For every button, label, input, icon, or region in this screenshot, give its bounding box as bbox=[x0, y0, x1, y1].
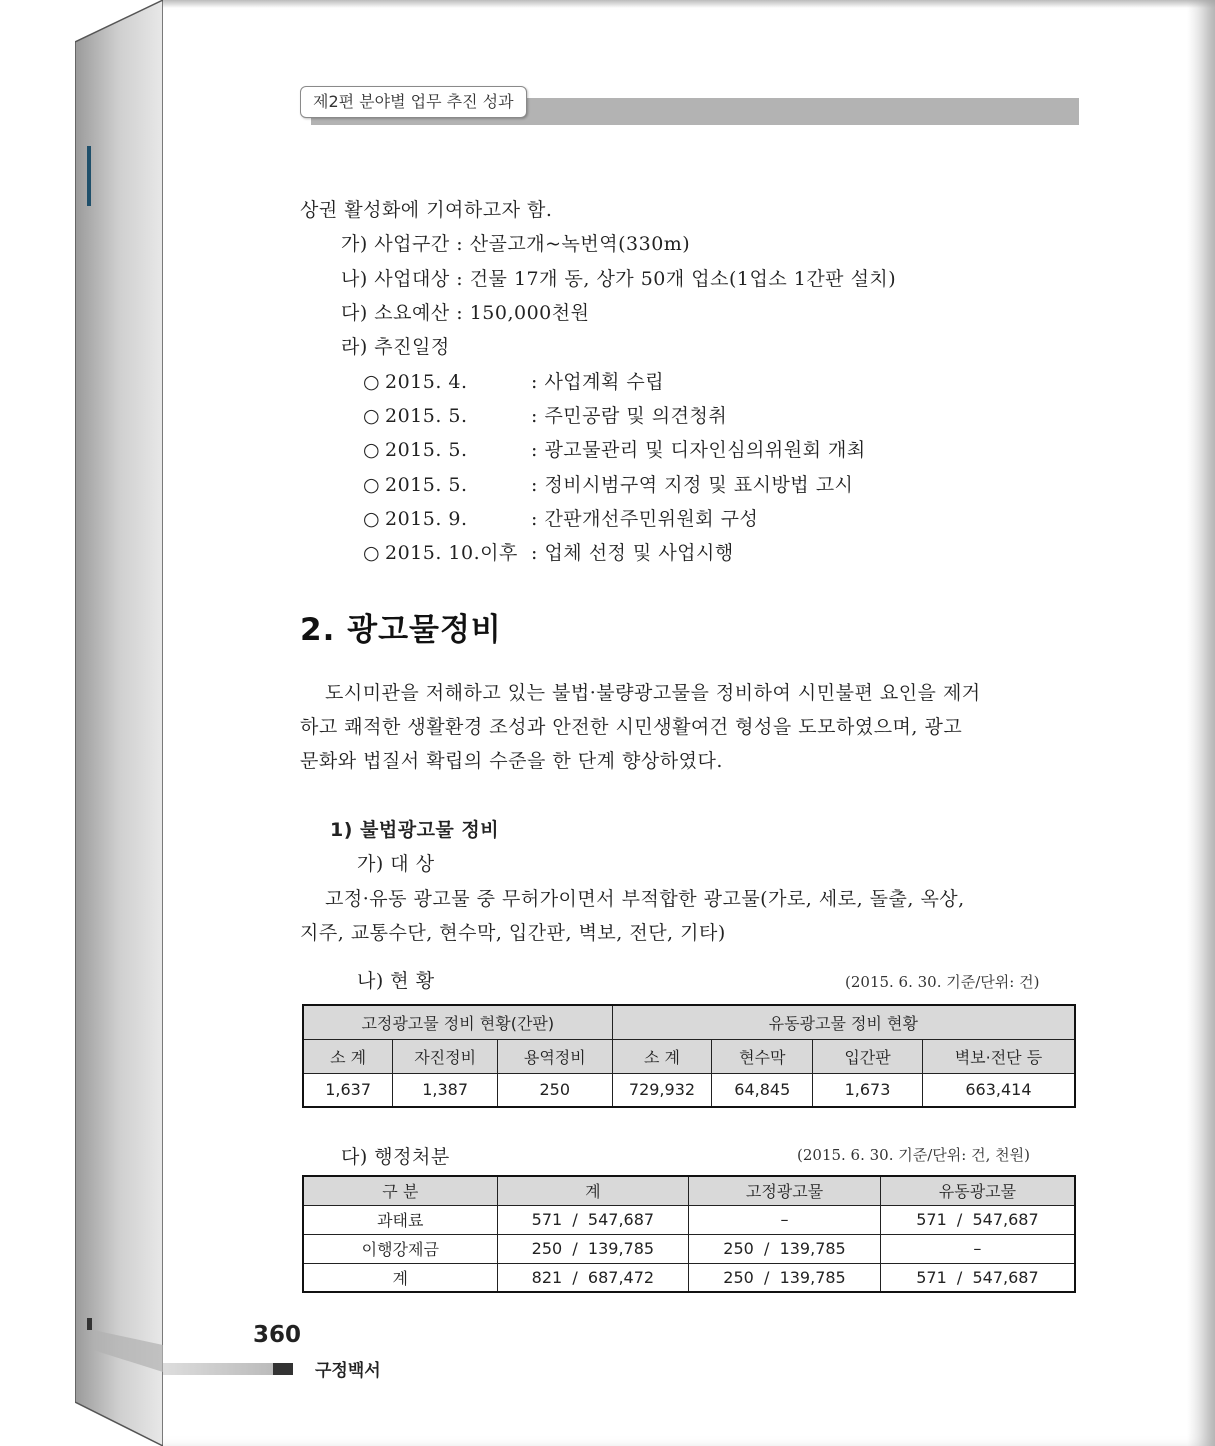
table-row bbox=[303, 1205, 1075, 1234]
admin-table bbox=[302, 1175, 1076, 1293]
table-cell: 250 / 139,785 bbox=[497, 1234, 689, 1263]
table-cell: 1,673 bbox=[813, 1073, 923, 1107]
section-paragraph-line: 문화와 법질서 확립의 수준을 한 단계 향상하였다. bbox=[300, 750, 723, 772]
book-spine bbox=[75, 0, 165, 1446]
table-cell: 821 / 687,472 bbox=[497, 1263, 689, 1292]
item-budget: 다) 소요예산 : 150,000천원 bbox=[341, 302, 590, 324]
table-header-cell: 소 계 bbox=[612, 1039, 712, 1073]
table-cell: 64,845 bbox=[712, 1073, 813, 1107]
section-paragraph-line: 도시미관을 저해하고 있는 불법·불량광고물을 정비하여 시민불편 요인을 제거 bbox=[325, 682, 981, 704]
book-title: 구정백서 bbox=[315, 1361, 381, 1381]
table-cell: 1,637 bbox=[303, 1073, 393, 1107]
table-cell: 250 / 139,785 bbox=[689, 1234, 881, 1263]
table-header-cell: 고정광고물 bbox=[689, 1176, 881, 1205]
item-range: 가) 사업구간 : 산골고개~녹번역(330m) bbox=[341, 233, 691, 255]
table-cell: 계 bbox=[303, 1263, 497, 1292]
item-target: 나) 사업대상 : 건물 17개 동, 상가 50개 업소(1업소 1간판 설치) bbox=[341, 268, 897, 290]
table-header-cell: 용역정비 bbox=[497, 1039, 612, 1073]
table-cell: 250 bbox=[497, 1073, 612, 1107]
intro-tail-text: 상권 활성화에 기여하고자 함. bbox=[300, 199, 553, 221]
footer-bar bbox=[163, 1363, 273, 1375]
chapter-label: 제2편 분야별 업무 추진 성과 bbox=[300, 86, 527, 118]
schedule-row: ○ 2015. 5. : 정비시범구역 지정 및 표시방법 고시 bbox=[363, 474, 854, 496]
subsection-title: 1) 불법광고물 정비 bbox=[330, 819, 500, 841]
document-page bbox=[163, 0, 1215, 1446]
schedule-row: ○ 2015. 9. : 간판개선주민위원회 구성 bbox=[363, 508, 759, 530]
table-cell: 571 / 547,687 bbox=[497, 1205, 689, 1234]
page-right-shadow bbox=[1187, 0, 1215, 1446]
schedule-row: ○ 2015. 5. : 주민공람 및 의견청취 bbox=[363, 405, 728, 427]
table-cell: 663,414 bbox=[922, 1073, 1075, 1107]
page-number: 360 bbox=[253, 1322, 302, 1348]
table-row bbox=[303, 1234, 1075, 1263]
table-cell: 이행강제금 bbox=[303, 1234, 497, 1263]
schedule-row: ○ 2015. 10.이후 : 업체 선정 및 사업시행 bbox=[363, 542, 734, 564]
table-header-cell: 유동광고물 bbox=[880, 1176, 1075, 1205]
table-row bbox=[303, 1263, 1075, 1292]
table-header-cell: 구 분 bbox=[303, 1176, 497, 1205]
table-group-header: 유동광고물 정비 현황 bbox=[612, 1005, 1075, 1039]
status-label: 나) 현 황 bbox=[357, 970, 435, 992]
target-label: 가) 대 상 bbox=[357, 853, 435, 875]
section-title: 2. 광고물정비 bbox=[300, 612, 502, 648]
target-text-line: 지주, 교통수단, 현수막, 입간판, 벽보, 전단, 기타) bbox=[300, 922, 726, 944]
table-header-cell: 현수막 bbox=[712, 1039, 813, 1073]
status-note: (2015. 6. 30. 기준/단위: 건) bbox=[845, 973, 1040, 991]
table-header-cell: 자진정비 bbox=[393, 1039, 498, 1073]
item-schedule: 라) 추진일정 bbox=[341, 336, 450, 358]
table-cell: 571 / 547,687 bbox=[880, 1263, 1075, 1292]
table-cell: 571 / 547,687 bbox=[880, 1205, 1075, 1234]
table-header-cell: 입간판 bbox=[813, 1039, 923, 1073]
table-cell: 729,932 bbox=[612, 1073, 712, 1107]
admin-label: 다) 행정처분 bbox=[341, 1146, 450, 1168]
schedule-row: ○ 2015. 4. : 사업계획 수립 bbox=[363, 371, 665, 393]
target-text-line: 고정·유동 광고물 중 무허가이면서 부적합한 광고물(가로, 세로, 돌출, 옥상, bbox=[325, 888, 965, 910]
table-cell: – bbox=[880, 1234, 1075, 1263]
table-cell: 1,387 bbox=[393, 1073, 498, 1107]
schedule-row: ○ 2015. 5. : 광고물관리 및 디자인심의위원회 개최 bbox=[363, 439, 866, 461]
table-header-cell: 벽보·전단 등 bbox=[922, 1039, 1075, 1073]
table-cell: 과태료 bbox=[303, 1205, 497, 1234]
table-cell: 250 / 139,785 bbox=[689, 1263, 881, 1292]
table-row bbox=[303, 1073, 1075, 1107]
admin-note: (2015. 6. 30. 기준/단위: 건, 천원) bbox=[797, 1146, 1030, 1164]
footer-block bbox=[273, 1363, 293, 1375]
table-header-cell: 소 계 bbox=[303, 1039, 393, 1073]
section-paragraph-line: 하고 쾌적한 생활환경 조성과 안전한 시민생활여건 형성을 도모하였으며, 광고 bbox=[300, 716, 963, 738]
page-top-shadow bbox=[163, 0, 1215, 8]
status-table bbox=[302, 1004, 1076, 1108]
table-cell: – bbox=[689, 1205, 881, 1234]
table-header-cell: 계 bbox=[497, 1176, 689, 1205]
table-group-header: 고정광고물 정비 현황(간판) bbox=[303, 1005, 612, 1039]
